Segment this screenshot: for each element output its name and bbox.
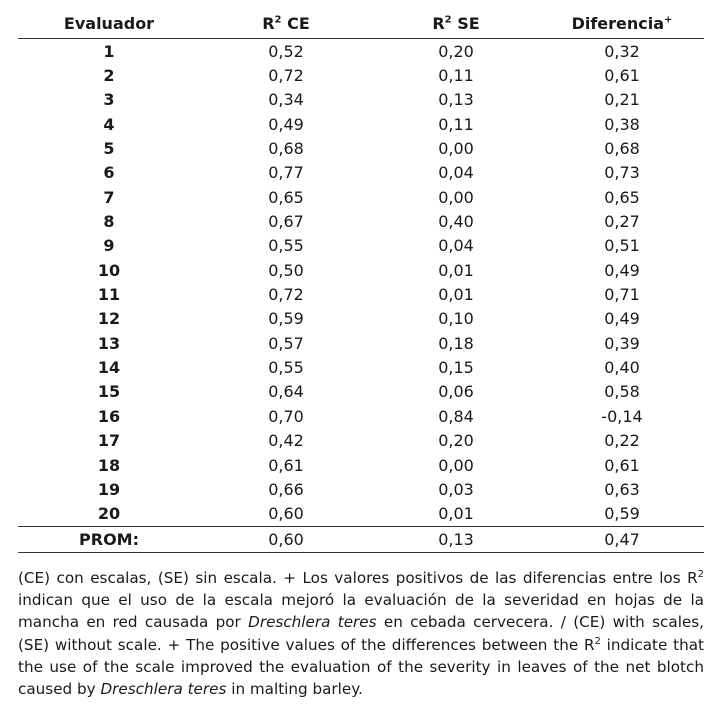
cell-evaluador: 2 [103, 66, 115, 86]
table-row [18, 161, 704, 185]
table-row [18, 209, 704, 233]
cell-r2-ce: 0,60 [268, 504, 304, 524]
cell-r2-ce: 0,42 [268, 431, 304, 451]
header-r2-se: $R^2$ SE [372, 8, 540, 39]
cell-evaluador: 12 [97, 309, 121, 329]
cell-r2-ce: 0,55 [268, 358, 304, 378]
cell-diferencia: 0,32 [604, 41, 640, 61]
cell-diferencia: -0,14 [601, 406, 643, 426]
table-footer-row [18, 526, 704, 552]
cell-r2-se: 0,01 [438, 285, 474, 305]
cell-evaluador: 9 [103, 236, 115, 256]
table-row [18, 258, 704, 282]
table-row [18, 502, 704, 527]
cell-evaluador: 4 [103, 114, 115, 134]
cell-r2-se: 0,11 [438, 66, 474, 86]
table-row [18, 39, 704, 64]
table-row [18, 453, 704, 477]
cell-evaluador: 19 [97, 479, 121, 499]
table-row [18, 380, 704, 404]
cell-evaluador: 6 [103, 163, 115, 183]
table-row [18, 88, 704, 112]
cell-evaluador: 15 [97, 382, 121, 402]
cell-diferencia: 0,49 [604, 260, 640, 280]
cell-diferencia: 0,61 [604, 66, 640, 86]
cell-evaluador: 17 [97, 431, 121, 451]
cell-diferencia: 0,51 [604, 236, 640, 256]
cell-diferencia: 0,65 [604, 187, 640, 207]
cell-r2-ce: 0,34 [268, 90, 304, 110]
cell-r2-se: 0,03 [438, 479, 474, 499]
table-row [18, 355, 704, 379]
cell-r2-se: 0,15 [438, 358, 474, 378]
cell-diferencia: 0,38 [604, 114, 640, 134]
cell-r2-se: 0,00 [438, 187, 474, 207]
table-row [18, 307, 704, 331]
cell-evaluador: 11 [97, 285, 121, 305]
footer-avg-ce: 0,60 [200, 526, 372, 552]
cell-r2-ce: 0,77 [268, 163, 304, 183]
cell-diferencia: 0,58 [604, 382, 640, 402]
cell-evaluador: 10 [97, 260, 121, 280]
cell-r2-ce: 0,52 [268, 41, 304, 61]
cell-r2-se: 0,06 [438, 382, 474, 402]
cell-r2-ce: 0,49 [268, 114, 304, 134]
cell-r2-se: 0,01 [438, 504, 474, 524]
cell-diferencia: 0,61 [604, 455, 640, 475]
footer-label: PROM: [18, 526, 200, 552]
cell-evaluador: 8 [103, 212, 115, 232]
cell-diferencia: 0,59 [604, 504, 640, 524]
table-row [18, 185, 704, 209]
cell-r2-ce: 0,57 [268, 333, 304, 353]
cell-r2-ce: 0,61 [268, 455, 304, 475]
cell-diferencia: 0,27 [604, 212, 640, 232]
cell-diferencia: 0,39 [604, 333, 640, 353]
cell-evaluador: 14 [97, 358, 121, 378]
header-diferencia: Diferencia+ [540, 8, 704, 39]
table-footnote: (CE) con escalas, (SE) sin escala. + Los valores positivos de las diferencias entre los $R^2$ indican que el uso de la escala mejoró la evaluación de la severidad en hojas de la mancha en red causada por Dreschlera teres en cebada cervecera. / (CE) with scales, (SE) without scale. + The positive values of the differences between the $R^2$ indicate that the use of the scale improved the evaluation of the severity in leaves of the net blotch caused by Dreschlera teres in malting barley. [18, 568, 705, 699]
cell-evaluador: 1 [103, 41, 115, 61]
cell-diferencia: 0,22 [604, 431, 640, 451]
species-name: Dreschlera teres [100, 680, 227, 699]
cell-diferencia: 0,68 [604, 139, 640, 159]
cell-evaluador: 16 [97, 406, 121, 426]
cell-r2-ce: 0,55 [268, 236, 304, 256]
table-row [18, 282, 704, 306]
cell-diferencia: 0,71 [604, 285, 640, 305]
cell-diferencia: 0,40 [604, 358, 640, 378]
table-row [18, 136, 704, 160]
cell-diferencia: 0,63 [604, 479, 640, 499]
header-r2-ce: $R^2$ CE [200, 8, 372, 39]
cell-r2-se: 0,13 [438, 90, 474, 110]
cell-r2-se: 0,00 [438, 139, 474, 159]
table-header-row [18, 8, 704, 39]
table-row [18, 234, 704, 258]
cell-r2-ce: 0,67 [268, 212, 304, 232]
cell-evaluador: 7 [103, 187, 115, 207]
footer-avg-se: 0,13 [372, 526, 540, 552]
cell-r2-ce: 0,70 [268, 406, 304, 426]
footer-avg-dif: 0,47 [540, 526, 704, 552]
table-row [18, 429, 704, 453]
cell-r2-se: 0,18 [438, 333, 474, 353]
cell-r2-ce: 0,68 [268, 139, 304, 159]
cell-r2-ce: 0,72 [268, 285, 304, 305]
cell-diferencia: 0,73 [604, 163, 640, 183]
table-row [18, 331, 704, 355]
cell-r2-ce: 0,59 [268, 309, 304, 329]
cell-evaluador: 13 [97, 333, 121, 353]
cell-r2-se: 0,20 [438, 431, 474, 451]
table-row [18, 112, 704, 136]
results-table-container [18, 8, 704, 553]
cell-r2-se: 0,40 [438, 212, 474, 232]
table-body [18, 39, 704, 527]
table-row [18, 404, 704, 428]
table-row [18, 477, 704, 501]
cell-r2-se: 0,04 [438, 163, 474, 183]
cell-r2-se: 0,20 [438, 41, 474, 61]
species-name: Dreschlera teres [248, 613, 377, 632]
cell-r2-ce: 0,66 [268, 479, 304, 499]
cell-evaluador: 5 [103, 139, 115, 159]
header-evaluador: Evaluador [18, 8, 200, 39]
cell-r2-ce: 0,72 [268, 66, 304, 86]
results-table [18, 8, 704, 553]
cell-r2-ce: 0,50 [268, 260, 304, 280]
cell-diferencia: 0,21 [604, 90, 640, 110]
cell-r2-se: 0,11 [438, 114, 474, 134]
cell-evaluador: 3 [103, 90, 115, 110]
cell-r2-ce: 0,64 [268, 382, 304, 402]
cell-diferencia: 0,49 [604, 309, 640, 329]
cell-evaluador: 20 [97, 504, 121, 524]
cell-r2-se: 0,01 [438, 260, 474, 280]
cell-evaluador: 18 [97, 455, 121, 475]
cell-r2-ce: 0,65 [268, 187, 304, 207]
table-row [18, 63, 704, 87]
cell-r2-se: 0,00 [438, 455, 474, 475]
cell-r2-se: 0,10 [438, 309, 474, 329]
cell-r2-se: 0,84 [438, 406, 474, 426]
cell-r2-se: 0,04 [438, 236, 474, 256]
